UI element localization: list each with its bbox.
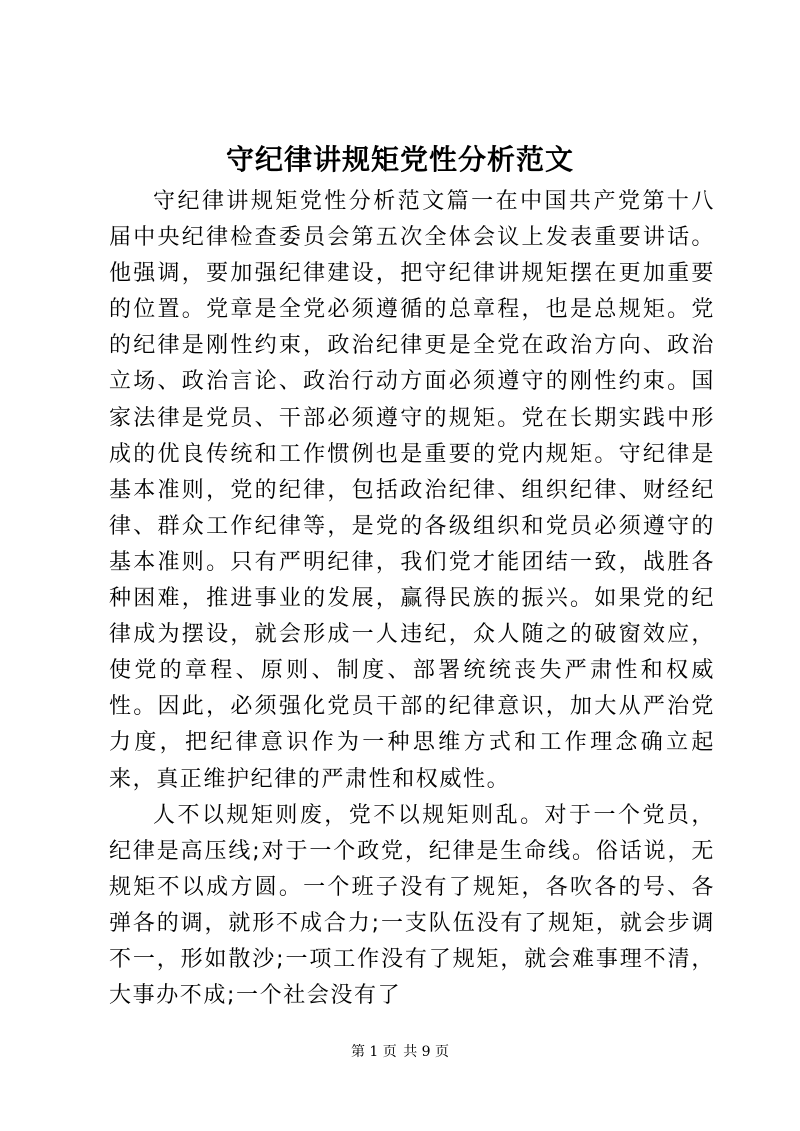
- document-title: 守纪律讲规矩党性分析范文: [225, 143, 574, 176]
- page-footer: [0, 1042, 800, 1062]
- total-pages: 共 9 页: [403, 1044, 450, 1060]
- paragraph-2: 人不以规矩则废，党不以规矩则乱。对于一个党员，纪律是高压线;对于一个政党，纪律是生命线。俗话说，无规矩不以成方圆。一个班子没有了规矩，各吹各的号、各弹各的调，就形不成合力;一支队伍没有了规矩，就会步调不一，形如散沙;一项工作没有了规矩，就会难事理不清，大事办不成;一个社会没有了: [109, 802, 715, 1009]
- page-number: 第 1 页: [350, 1044, 397, 1060]
- document-body: [109, 184, 715, 1014]
- paragraph-1: 守纪律讲规矩党性分析范文篇一在中国共产党第十八届中央纪律检查委员会第五次全体会议上发表重要讲话。他强调，要加强纪律建设，把守纪律讲规矩摆在更加重要的位置。党章是全党必须遵循的总章程，也是总规矩。党的纪律是刚性约束，政治纪律更是全党在政治方向、政治立场、政治言论、政治行动方面必须遵守的刚性约束。国家法律是党员、干部必须遵守的规矩。党在长期实践中形成的优良传统和工作惯例也是重要的党内规矩。守纪律是基本准则，党的纪律，包括政治纪律、组织纪律、财经纪律、群众工作纪律等，是党的各级组织和党员必须遵守的基本准则。只有严明纪律，我们党才能团结一致，战胜各种困难，推进事业的发展，赢得民族的振兴。如果党的纪律成为摆设，就会形成一人违纪，众人随之的破窗效应，使党的章程、原则、制度、部署统统丧失严肃性和权威性。因此，必须强化党员干部的纪律意识，加大从严治党力度，把纪律意识作为一种思维方式和工作理念确立起来，真正维护纪律的严肃性和权威性。: [109, 189, 715, 792]
